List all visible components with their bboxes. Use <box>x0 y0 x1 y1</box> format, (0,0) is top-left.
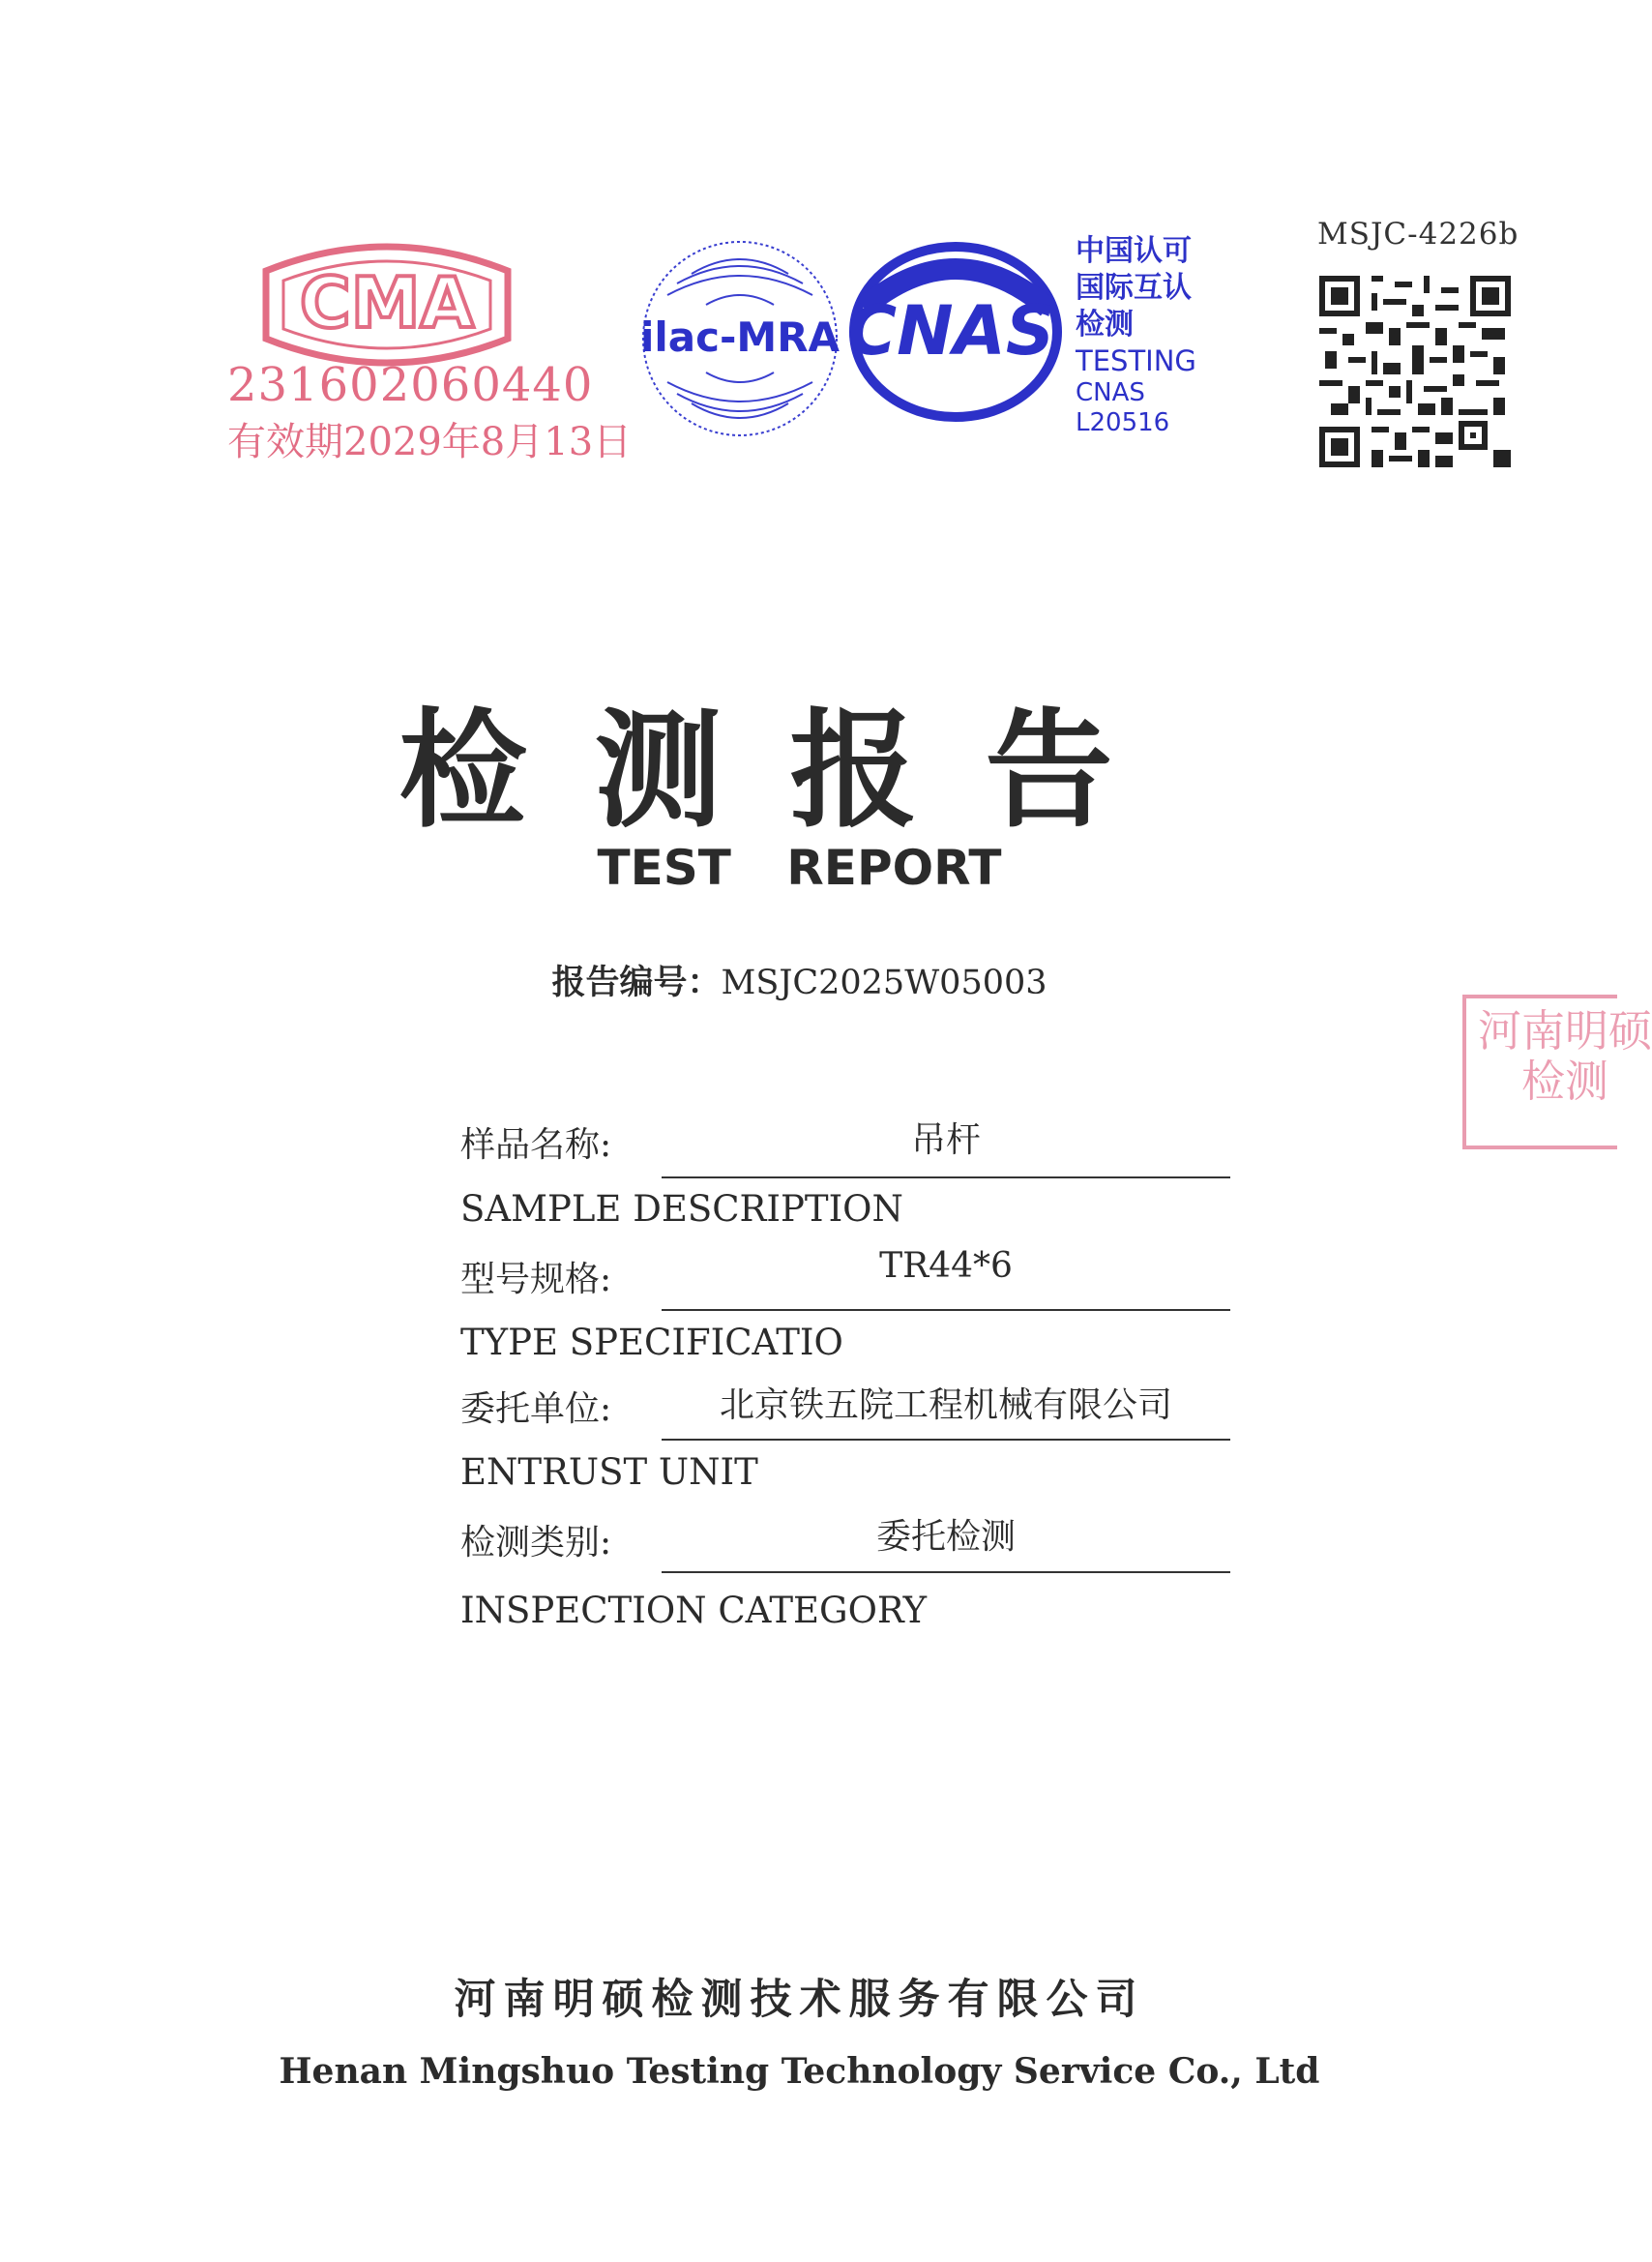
seal-line-1: 河南明硕 <box>1478 1005 1652 1057</box>
report-title-cn: 检测报告 <box>398 696 1181 846</box>
seal-line-2: 检测 <box>1521 1055 1609 1107</box>
entrust-unit-en-label: ENTRUST UNIT <box>460 1451 758 1493</box>
cnas-line-4: TESTING <box>1076 344 1196 377</box>
entrust-unit-label: 委托单位: <box>460 1389 612 1429</box>
inspection-category-value: 委托检测 <box>875 1517 1016 1557</box>
sample-description-label: SAMPLE DESCRIPTION <box>460 1188 903 1230</box>
report-number <box>0 956 1599 1004</box>
sample-name-value: 吊杆 <box>910 1120 981 1160</box>
cma-validity: 有效期2029年8月13日 <box>227 420 633 464</box>
company-name-cn: 河南明硕检测技术服务有限公司 <box>454 1976 1145 2024</box>
type-specification-label: TYPE SPECIFICATIO <box>460 1322 843 1363</box>
cma-number: 231602060440 <box>227 358 594 412</box>
ilac-mra-logo <box>638 237 841 440</box>
inspection-category-underline <box>662 1571 1230 1573</box>
report-title-en: TEST REPORT <box>597 840 1002 896</box>
report-number-value: MSJC2025W05003 <box>721 964 1047 1002</box>
entrust-unit-value: 北京铁五院工程机械有限公司 <box>719 1385 1172 1425</box>
qr-code <box>1319 276 1511 467</box>
sample-name-underline <box>662 1176 1230 1178</box>
type-spec-value: TR44*6 <box>879 1246 1013 1286</box>
cnas-accreditation-text <box>1076 234 1230 438</box>
cma-seal <box>218 232 633 469</box>
cnas-line-1: 中国认可 <box>1076 234 1192 268</box>
cnas-line-3: 检测 <box>1076 308 1134 342</box>
company-name-en: Henan Mingshuo Testing Technology Service Co., Ltd <box>279 2051 1320 2092</box>
cnas-line-2: 国际互认 <box>1076 271 1192 305</box>
cma-logo <box>247 232 527 377</box>
inspection-category-label: 检测类别: <box>460 1523 612 1563</box>
sample-name-label: 样品名称: <box>460 1125 612 1165</box>
cnas-logo-text: CNAS <box>846 291 1055 371</box>
cma-logo-text: CMA <box>299 262 475 343</box>
company-seal-partial <box>1462 995 1652 1149</box>
inspection-category-en-label: INSPECTION CATEGORY <box>460 1590 928 1631</box>
report-number-label: 报告编号： <box>551 964 722 1002</box>
type-spec-underline <box>662 1309 1230 1311</box>
entrust-unit-underline <box>662 1439 1230 1441</box>
qr-code-label: MSJC-4226b <box>1317 217 1519 252</box>
type-spec-label: 型号规格: <box>460 1260 612 1299</box>
ilac-mra-text: ilac-MRA <box>639 313 841 361</box>
cnas-line-5: CNAS L20516 <box>1076 377 1170 437</box>
cnas-logo <box>840 240 1062 424</box>
